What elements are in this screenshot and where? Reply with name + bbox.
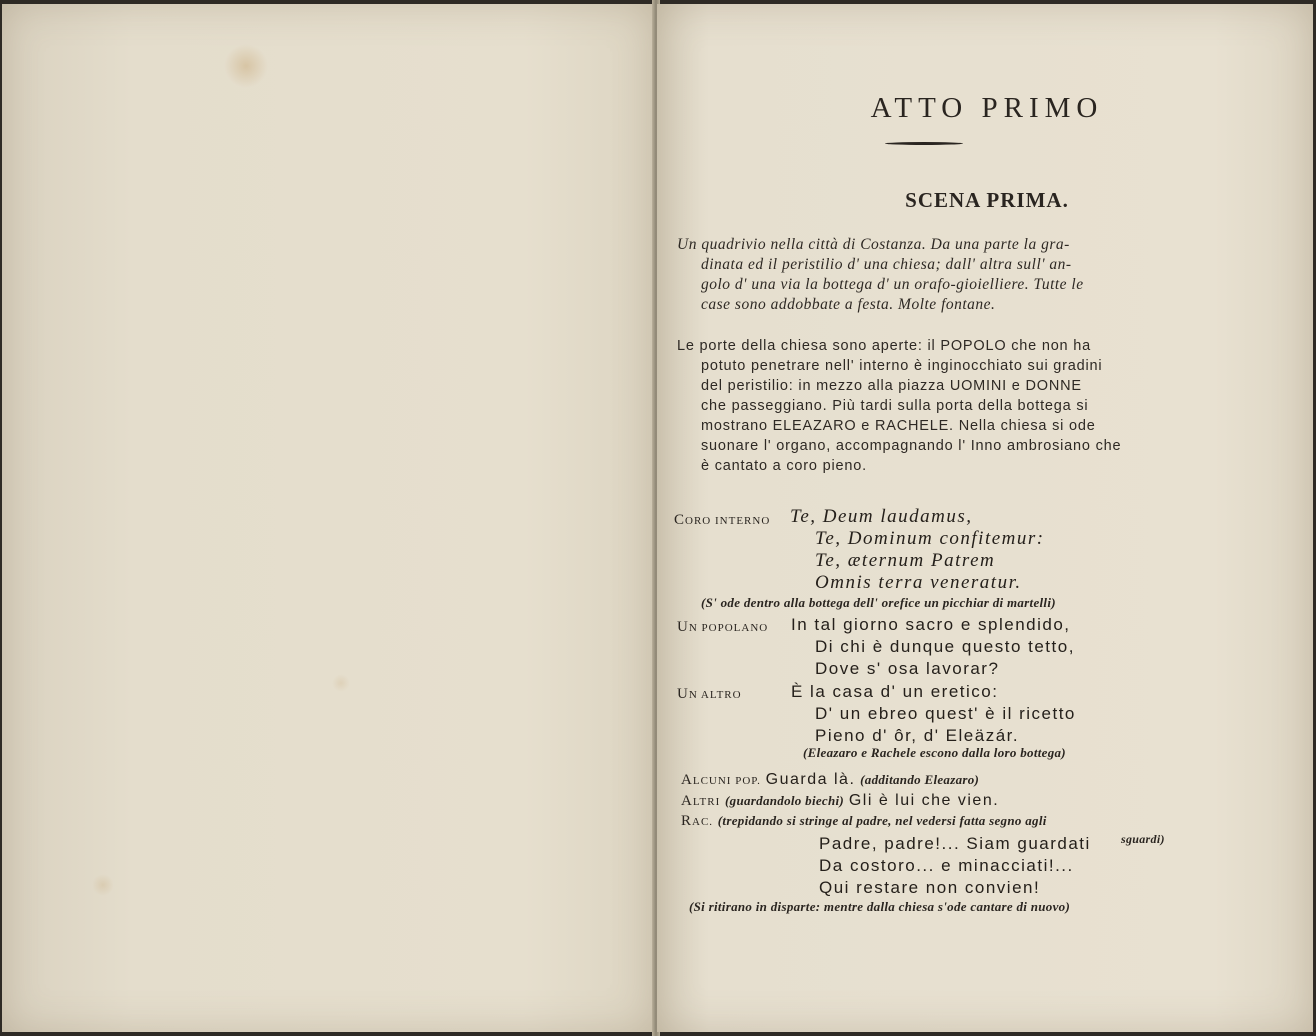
- left-page-blank: [2, 4, 654, 1032]
- setting-line: golo d' una via la bottega d' un orafo-gioielliere. Tutte le: [701, 276, 1084, 293]
- verse-line: Guarda là.: [765, 771, 856, 788]
- verse-line: È la casa d' un eretico:: [791, 682, 999, 701]
- description-line: è cantato a coro pieno.: [701, 458, 867, 474]
- verse-line: D' un ebreo quest' è il ricetto: [815, 704, 1076, 723]
- speaker-rac: RAC. (trepidando si stringe al padre, nel vedersi fatta segno agli: [681, 813, 1047, 829]
- description-line: Le porte della chiesa sono aperte: il POPOLO che non ha: [677, 338, 1091, 354]
- paper-stain: [224, 44, 268, 88]
- stage-direction: (Eleazaro e Rachele escono dalla loro bottega): [803, 745, 1066, 760]
- verse-line: Da costoro... e minacciati!...: [819, 856, 1074, 875]
- setting-line: case sono addobbate a festa. Molte fontane.: [701, 296, 996, 313]
- verse-line: Di chi è dunque questo tetto,: [815, 637, 1075, 656]
- speaker-altri: ALTRI (guardandolo biechi) Gli è lui che vien.: [681, 792, 1000, 809]
- description-line: del peristilio: in mezzo alla piazza UOMINI e DONNE: [701, 378, 1082, 394]
- paper-stain: [332, 674, 350, 692]
- verse-line: Qui restare non convien!: [819, 878, 1041, 897]
- stage-direction: (Si ritirano in disparte: mentre dalla chiesa s'ode cantare di nuovo): [689, 899, 1071, 914]
- verse-line: Pieno d' ôr, d' Eleäzár.: [815, 726, 1020, 745]
- description-line: suonare l' organo, accompagnando l' Inno ambrosiano che: [701, 438, 1122, 454]
- scene-title: SCENA PRIMA.: [905, 188, 1069, 212]
- verse-line: Te, æternum Patrem: [815, 550, 996, 571]
- description-line: potuto penetrare nell' interno è inginocchiato sui gradini: [701, 358, 1103, 374]
- setting-line: Un quadrivio nella città di Costanza. Da una parte la gra-: [677, 236, 1070, 253]
- verse-line: Dove s' osa lavorar?: [815, 659, 1000, 678]
- stage-direction: (additando Eleazaro): [860, 772, 980, 787]
- act-title: ATTO PRIMO: [870, 92, 1104, 124]
- stage-direction: (guardandolo biechi): [725, 793, 845, 808]
- right-page: [657, 4, 1313, 1032]
- speaker-alcuni-pop: ALCUNI POP. Guarda là. (additando Eleazaro): [681, 771, 980, 788]
- speaker-un-popolano: UN POPOLANO: [677, 619, 769, 635]
- verse-line: Te, Deum laudamus,: [790, 506, 973, 527]
- verse-line: Te, Dominum confitemur:: [815, 528, 1045, 549]
- description-line: che passeggiano. Più tardi sulla porta della bottega si: [701, 398, 1089, 414]
- speaker-coro-interno: CORO INTERNO: [674, 512, 771, 528]
- verse-line: Gli è lui che vien.: [848, 792, 1000, 809]
- description-line: mostrano ELEAZARO e RACHELE. Nella chiesa si ode: [701, 418, 1096, 434]
- speaker-un-altro: UN ALTRO: [677, 686, 742, 702]
- verse-line: In tal giorno sacro e splendido,: [791, 615, 1071, 634]
- verse-line: Padre, padre!... Siam guardati: [819, 834, 1091, 853]
- verse-line: Omnis terra veneratur.: [815, 572, 1022, 593]
- stage-direction: (S' ode dentro alla bottega dell' orefice un picchiar di martelli): [701, 595, 1056, 610]
- setting-line: dinata ed il peristilio d' una chiesa; dall' altra sull' an-: [701, 256, 1072, 273]
- paper-stain: [92, 874, 114, 896]
- stage-direction: sguardi): [1121, 832, 1165, 846]
- stage-direction: (trepidando si stringe al padre, nel vedersi fatta segno agli: [717, 813, 1047, 828]
- title-ornament-rule: [885, 142, 963, 145]
